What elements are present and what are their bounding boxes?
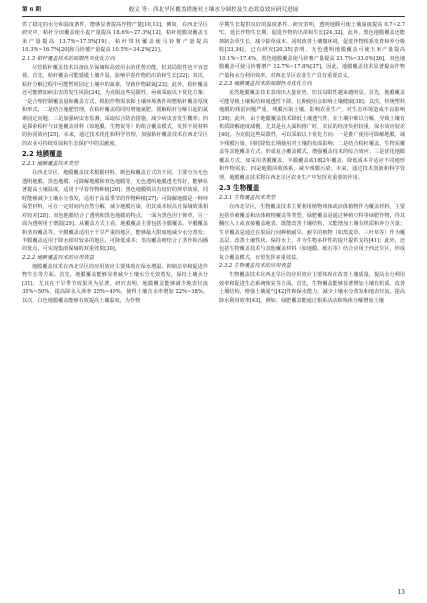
subsection-heading: 2.2.3 地膜覆盖技术的局限性及优化方向 [219,81,312,88]
paragraph: 虽然地膜覆盖技术表现出大量优势，但其局限性越来越明显。首先，地膜覆盖可能导致土壤板结和通透性下降，长期使用会影响土壤健康[38]；其次，传统塑料地膜的残留问题严重，残膜污染土壤、影响农业生产，对生态环境造成不良影响[39]；此外，由于地膜覆盖技术降低土壤透气性，在土壤中难以分解，导致土壤有机质降解速度减慢，尤其是在大面积推广时，农民的经济负担较重，保水效应较差[40]。为克服这些局限性，可以采取以下优化方向：一是推广使用可降解地膜，减少残膜污染，同时降低长期使用对土壤的负面影响；二是结合秸秆覆盖、生物炭覆盖等其他覆盖方式，形成复合覆盖模式，增强覆盖技术的综合效应；三是优化地膜覆盖方式，如采用垄膜覆盖、半膜覆盖或1膜2年覆盖，降低成本并适应不同地形和作物需求；四是地膜回收体系，减少残膜污染。未来，通过技术创新和科学管理，地膜覆盖技术将在西北旱区农业生产中发挥更重要的作用。 [219,90,405,181]
subsection-heading: 2.2.2 地膜覆盖技术的应用效益 [22,254,94,261]
section-heading: 2.2 地膜覆盖 [22,150,63,159]
paragraph: 尽管秸秆覆盖技术具备抗旱保墒和高效用水的优势功能，但其局限性也不容忽视。首先，秸秆覆盖可能延缓土壤升温，影响早春作物的出苗和生长[22]；其次，秸秆分解过程中可能暂时固定土壤中的氮素，导致作物缺氮[23]；此外，秸秆覆盖还可能增加病虫害的发生风险[24]。为克服这些局限性，亟须采取以下优化方案：一是合理控制覆盖量和覆盖方式，根据作物需求和土壤环境条件调整秸秆覆盖厚度和形式；二是结合施肥管理，在秸秆覆盖的同时增施氮肥，缓解秸秆分解引起的氮素固定问题；三是加强病虫害监测，采取综合防治措施，减少病虫害发生概率；四是探索秸秆与其他覆盖材料（如地膜、生物炭等）的组合覆盖模式，发挥不同材料的协同效应[25]。未来，通过技术优化和科学管理，加强秸秆覆盖技术在西北旱区的农业可持续发展和生态保护中的贡献度。 [22,64,208,147]
left-column [22,21,208,591]
paragraph: 生物覆盖技术在西北旱区的应用效应主要体现在改善土壤质量、提高水分利用效率和促进生态系统恢复等方面。首先，生物覆盖能够显著增加土壤有机质、改善土壤结构，增强土壤通气[42]性和保水能力，减少土壤水分蒸发和地表径流，提高降水利用效率[43]。例如，绿肥覆盖能通过根系活动和残体分解增加土壤 [219,272,405,304]
section-heading: 2.3 生物覆盖 [219,184,260,193]
paragraph: 早期生长提供良好的温度条件。研究表明，透明地膜可使土壤温度提高 0.7~2.7 ℃，延长作物生长期，促进作物的出苗和生长[24,32]。此外，黑色地膜覆盖还能抑制杂草生长，减少除草成本。同时改善土壤微环境，促进作物根系发育和养分吸收[33,34]。已有研究[20,35]表明，无色透明地膜覆盖可使玉米产量提高 10.1%~17.4%，黑色地膜覆盖使马铃薯产量提高 21.7%~33.0%[36]，双色地膜覆盖可使马铃薯增产 12.7%~17.8%[37]。因此，地膜覆盖技术显著提高作物产量和水分利用效率，对西北旱区农业生产具有重要意义。 [219,22,405,79]
paragraph: 在西北旱区，地膜覆盖技术根据材料、颜色和覆盖方式的不同，主要分为无色透明地膜、黑色地膜、可降解地膜和双色地膜等。无色透明地膜透光性好，能够显著提高土壤温度，适用于早春作物种植[26]；黑色地膜则具有较好的抑草效果，同时能够减少土壤水分蒸发，适用于高温季节的作物种植[27]；可降解地膜是一种环保型材料，可在一定时间内自然分解，减少地膜污染，但其成本较高且保墒效果相对较差[28]；双色地膜结合了透明和黑色地膜的特点，一面为黑色用于抑草，另一面为透明用于增温[29]。从覆盖方式上看，地膜覆盖主要包括全膜覆盖、半膜覆盖和垄沟覆盖等。全膜覆盖适用于干旱严重的地区，能够最大限度地减少水分蒸发；半膜覆盖适用于降水相对较多的地区，可降低成本；垄沟覆盖则结合了垄作和沟播的优点，可实现集雨保墒的双重效果[30]。 [22,170,208,253]
running-title: 般文 等：西北旱区覆盖措施对土壤水分调控及生态效益效应研究进展 [128,7,299,13]
header-rule [22,16,405,17]
paragraph: 供了稳定的水分和温度条件，能够显著提高作物产量[10,12]。例如，在西北旱区研究中，秸秆全田覆盖使小麦产量提高 18.6%~27.3%[12]，秸秆地膜双覆盖玉米产量提高 13.7%~17.5%[19]，秸秆带状覆盖使马铃薯产量提高 10.3%~16.7%[20]和马铃薯产量提高 10.5%~34.2%[21]。 [22,22,208,54]
right-column [219,21,405,591]
subsection-heading: 2.1.3 秸秆覆盖技术的局限性及优化方向 [22,55,115,62]
paragraph: 地膜覆盖技术在西北旱区的应用效应主要体现在保水增温、抑制杂草和促进作物生长等方面。首先，地膜覆盖能够显著减少土壤水分无效蒸发，保持土壤水分[31]，尤其在干旱季节效果更为显著。研究表明，地膜覆盖能够减少地表径流 35%~50%，提高降水入渗率 25%~40%，使得土壤含水率增加 22%~38%。其次，白色地膜覆盖能够有效提高土壤温度，为作物 [22,263,208,304]
page-number: 13 [397,589,405,596]
subsection-heading: 2.3.2 生物覆盖技术的应用效益 [219,263,291,270]
subsection-heading: 2.2.1 地膜覆盖技术类型 [22,161,79,168]
paragraph: 在西北旱区，生物覆盖技术主要利用植物残体或活体植物作为覆盖材料，主要包括草被覆盖和活体植物覆盖等类型。绿肥覆盖是通过种植豆科等绿肥作物，待其翻压入土或直接覆盖地表，既能改善土壤结构，又能增加土壤有机质和养分含量；生草覆盖是通过在果园行间种植耐旱、耐旱的植物（如黑麦草、三叶草等）作为覆盖层，改善土壤性状、保持水土，并为生物多样性的提升提供支持[41]；此外，还包括生物覆盖技术与其他覆盖材料（如地膜、砾石等）结合应用于西北旱区，形成复合覆盖模式，有望发挥多重效益。 [219,204,405,261]
issue-label: 第 6 期 [22,7,41,13]
subsection-heading: 2.3.1 生物覆盖技术类型 [219,195,276,202]
